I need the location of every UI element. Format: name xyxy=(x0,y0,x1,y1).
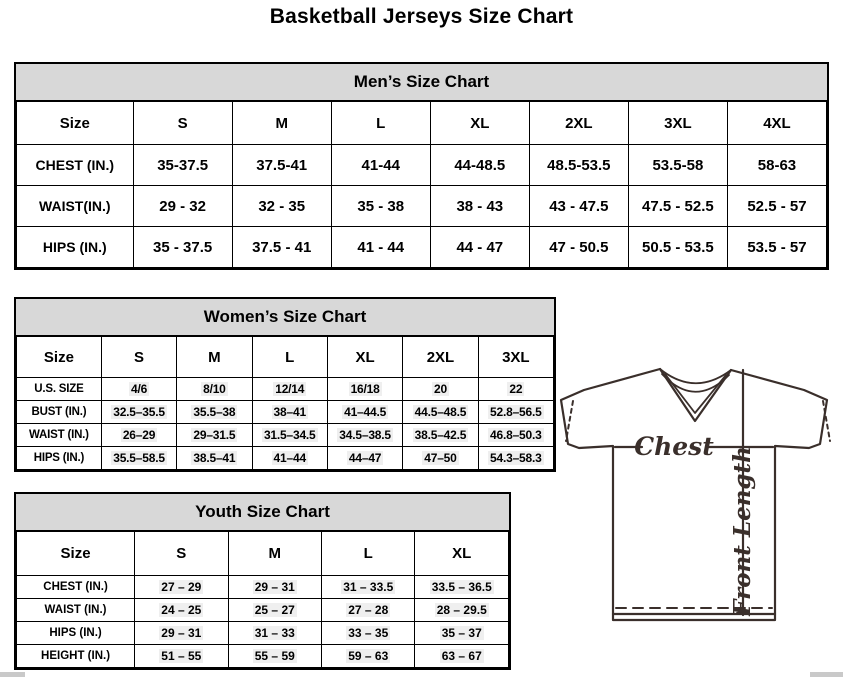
size-cell xyxy=(228,599,321,622)
size-cell xyxy=(252,378,327,401)
row-label: CHEST (IN.) xyxy=(17,145,134,186)
mens-table xyxy=(16,101,827,268)
size-value: 28 – 29.5 xyxy=(436,603,487,617)
size-cell xyxy=(322,576,415,599)
size-cell: 44 - 47 xyxy=(430,227,529,268)
table-row xyxy=(17,227,827,268)
table-row xyxy=(17,622,509,645)
size-cell xyxy=(228,622,321,645)
row-label: WAIST(IN.) xyxy=(17,186,134,227)
table-row xyxy=(17,645,509,668)
womens-table xyxy=(16,336,554,470)
size-cell: 47 - 50.5 xyxy=(529,227,628,268)
size-cell xyxy=(322,645,415,668)
row-label: WAIST (IN.) xyxy=(17,424,102,447)
womens-col-header-s: S xyxy=(101,337,176,378)
size-cell xyxy=(135,622,228,645)
size-cell xyxy=(327,447,402,470)
table-row xyxy=(17,599,509,622)
size-cell: 41 - 44 xyxy=(331,227,430,268)
size-cell xyxy=(177,424,252,447)
collar-v-inner xyxy=(665,374,726,413)
mens-col-header-2xl: 2XL xyxy=(529,102,628,145)
size-cell xyxy=(252,424,327,447)
size-cell: 44-48.5 xyxy=(430,145,529,186)
size-cell: 35-37.5 xyxy=(133,145,232,186)
mens-size-chart xyxy=(14,62,829,270)
womens-col-header-2xl: 2XL xyxy=(403,337,478,378)
youth-col-header-size: Size xyxy=(17,532,135,576)
size-cell xyxy=(177,447,252,470)
size-cell: 48.5-53.5 xyxy=(529,145,628,186)
size-cell: 50.5 - 53.5 xyxy=(628,227,727,268)
size-value: 47–50 xyxy=(424,451,457,465)
size-cell: 35 - 37.5 xyxy=(133,227,232,268)
size-value: 38–41 xyxy=(273,405,306,419)
size-cell xyxy=(135,599,228,622)
row-label: U.S. SIZE xyxy=(17,378,102,401)
page-title: Basketball Jerseys Size Chart xyxy=(269,5,574,28)
size-cell: 47.5 - 52.5 xyxy=(628,186,727,227)
womens-chart-title: Women’s Size Chart xyxy=(16,299,554,336)
size-value: 41–44.5 xyxy=(344,405,387,419)
row-label: WAIST (IN.) xyxy=(17,599,135,622)
size-cell: 53.5-58 xyxy=(628,145,727,186)
size-value: 35.5–58.5 xyxy=(113,451,165,465)
row-label: HIPS (IN.) xyxy=(17,227,134,268)
table-row xyxy=(17,145,827,186)
size-value: 35.5–38 xyxy=(193,405,236,419)
womens-size-chart xyxy=(14,297,556,472)
size-cell xyxy=(322,622,415,645)
mens-header-row xyxy=(17,102,827,145)
row-label: HIPS (IN.) xyxy=(17,622,135,645)
size-cell: 32 - 35 xyxy=(232,186,331,227)
size-cell xyxy=(478,424,553,447)
womens-col-header-m: M xyxy=(177,337,252,378)
size-cell xyxy=(135,645,228,668)
size-cell: 43 - 47.5 xyxy=(529,186,628,227)
size-cell xyxy=(252,447,327,470)
womens-col-header-3xl: 3XL xyxy=(478,337,553,378)
table-row xyxy=(17,447,554,470)
table-row xyxy=(17,401,554,424)
size-value: 27 – 28 xyxy=(348,603,389,617)
size-cell xyxy=(177,401,252,424)
size-cell xyxy=(415,576,509,599)
size-cell: 52.5 - 57 xyxy=(727,186,826,227)
womens-col-header-l: L xyxy=(252,337,327,378)
size-cell: 41-44 xyxy=(331,145,430,186)
size-value: 44–47 xyxy=(348,451,382,465)
size-value: 29–31.5 xyxy=(193,428,236,442)
size-value: 32.5–35.5 xyxy=(113,405,165,419)
size-cell xyxy=(415,622,509,645)
size-cell xyxy=(252,401,327,424)
size-cell xyxy=(415,599,509,622)
row-label: HIPS (IN.) xyxy=(17,447,102,470)
row-label: CHEST (IN.) xyxy=(17,576,135,599)
size-cell xyxy=(403,401,478,424)
womens-header-row xyxy=(17,337,554,378)
size-cell xyxy=(101,447,176,470)
size-value: 22 xyxy=(509,382,523,396)
size-cell xyxy=(403,447,478,470)
size-value: 59 – 63 xyxy=(348,649,389,663)
size-cell: 58-63 xyxy=(727,145,826,186)
size-cell: 29 - 32 xyxy=(133,186,232,227)
youth-size-chart xyxy=(14,492,511,670)
size-value: 44.5–48.5 xyxy=(414,405,467,419)
size-value: 41–44 xyxy=(273,451,306,465)
size-value: 54.3–58.3 xyxy=(490,451,542,465)
size-value: 35 – 37 xyxy=(441,626,482,640)
size-value: 16/18 xyxy=(350,382,380,396)
youth-col-header-xl: XL xyxy=(415,532,509,576)
size-value: 38.5–42.5 xyxy=(414,428,467,442)
size-cell xyxy=(327,378,402,401)
womens-col-header-xl: XL xyxy=(327,337,402,378)
size-value: 29 – 31 xyxy=(161,626,202,640)
size-value: 31.5–34.5 xyxy=(263,428,316,442)
youth-table xyxy=(16,531,509,668)
size-value: 24 – 25 xyxy=(161,603,202,617)
size-value: 4/6 xyxy=(130,382,148,396)
size-cell xyxy=(478,447,553,470)
left-cuff-dashed-line xyxy=(566,401,573,441)
size-cell: 35 - 38 xyxy=(331,186,430,227)
table-row xyxy=(17,186,827,227)
womens-col-header-size: Size xyxy=(17,337,102,378)
size-value: 25 – 27 xyxy=(254,603,295,617)
mens-chart-title: Men’s Size Chart xyxy=(16,64,827,101)
size-cell: 37.5 - 41 xyxy=(232,227,331,268)
youth-col-header-m: M xyxy=(228,532,321,576)
size-cell xyxy=(228,576,321,599)
size-cell xyxy=(327,401,402,424)
mens-col-header-4xl: 4XL xyxy=(727,102,826,145)
size-cell xyxy=(415,645,509,668)
mens-col-header-s: S xyxy=(133,102,232,145)
size-value: 55 – 59 xyxy=(254,649,295,663)
size-cell: 53.5 - 57 xyxy=(727,227,826,268)
size-cell: 37.5-41 xyxy=(232,145,331,186)
size-cell xyxy=(322,599,415,622)
size-value: 63 – 67 xyxy=(441,649,482,663)
scrollbar-fragment-right[interactable] xyxy=(810,672,843,677)
size-value: 34.5–38.5 xyxy=(339,428,391,442)
size-value: 51 – 55 xyxy=(161,649,202,663)
mens-col-header-xl: XL xyxy=(430,102,529,145)
youth-chart-title: Youth Size Chart xyxy=(16,494,509,531)
size-value: 12/14 xyxy=(275,382,305,396)
size-cell xyxy=(228,645,321,668)
size-cell xyxy=(403,378,478,401)
size-value: 27 – 29 xyxy=(161,580,202,594)
size-cell xyxy=(135,576,228,599)
jersey-measurement-diagram xyxy=(556,363,840,629)
youth-col-header-s: S xyxy=(135,532,228,576)
size-value: 31 – 33.5 xyxy=(343,580,394,594)
size-value: 38.5–41 xyxy=(193,451,236,465)
size-value: 33.5 – 36.5 xyxy=(431,580,492,594)
size-value: 29 – 31 xyxy=(254,580,295,594)
size-cell: 38 - 43 xyxy=(430,186,529,227)
size-cell xyxy=(478,401,553,424)
jersey-outline xyxy=(561,369,827,620)
youth-col-header-l: L xyxy=(322,532,415,576)
table-row xyxy=(17,424,554,447)
size-value: 26–29 xyxy=(122,428,156,442)
size-cell xyxy=(101,378,176,401)
size-value: 8/10 xyxy=(203,382,226,396)
size-cell xyxy=(101,424,176,447)
row-label: HEIGHT (IN.) xyxy=(17,645,135,668)
mens-col-header-m: M xyxy=(232,102,331,145)
size-value: 31 – 33 xyxy=(254,626,295,640)
mens-col-header-size: Size xyxy=(17,102,134,145)
size-cell xyxy=(327,424,402,447)
size-cell xyxy=(177,378,252,401)
size-value: 33 – 35 xyxy=(348,626,389,640)
youth-header-row xyxy=(17,532,509,576)
jersey-diagram-svg xyxy=(556,363,840,629)
size-value: 52.8–56.5 xyxy=(490,405,542,419)
front-length-label: Front Length xyxy=(729,446,756,616)
size-cell xyxy=(478,378,553,401)
mens-col-header-l: L xyxy=(331,102,430,145)
table-row xyxy=(17,576,509,599)
scrollbar-fragment-left[interactable] xyxy=(0,672,25,677)
size-value: 46.8–50.3 xyxy=(490,428,542,442)
table-row xyxy=(17,378,554,401)
size-cell xyxy=(403,424,478,447)
size-value: 20 xyxy=(433,382,447,396)
chest-label: Chest xyxy=(634,432,714,461)
row-label: BUST (IN.) xyxy=(17,401,102,424)
size-cell xyxy=(101,401,176,424)
mens-col-header-3xl: 3XL xyxy=(628,102,727,145)
